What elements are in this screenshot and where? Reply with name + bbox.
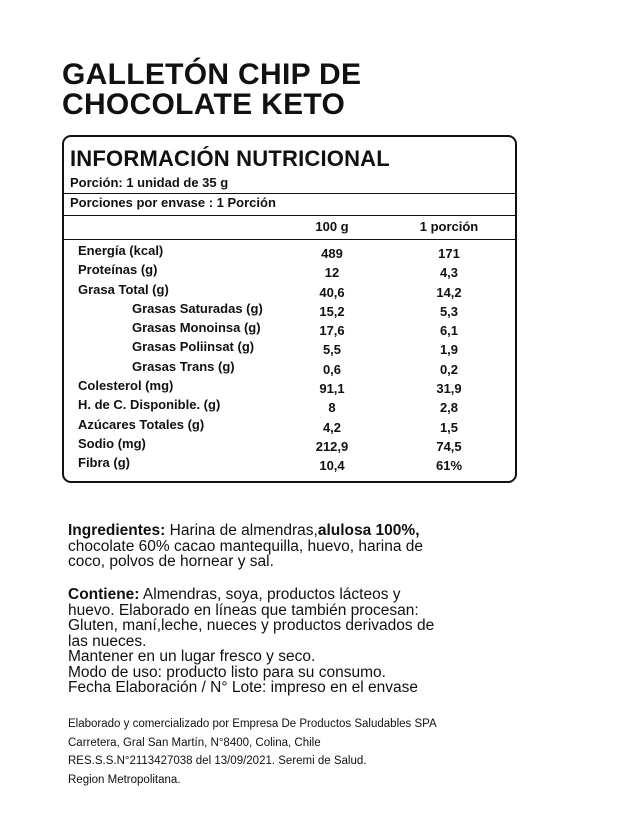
ingredients-text: Harina de almendras,	[165, 522, 318, 539]
nutrient-row-energy	[64, 243, 515, 262]
nutrition-facts-panel	[62, 135, 517, 483]
nutrient-row-total-sugars	[64, 417, 515, 436]
divider	[64, 215, 515, 216]
nutrient-value-portion: 1,5	[439, 419, 459, 435]
nutrient-value-100g: 5,5	[322, 342, 342, 358]
nutrient-label: Proteínas (g)	[78, 262, 158, 278]
nutrient-label: Grasas Poliinsat (g)	[132, 339, 255, 355]
allergens-text: Almendras, soya, productos lácteos y	[139, 586, 401, 603]
manufacturer-info	[68, 715, 588, 789]
product-title	[62, 60, 502, 120]
ingredients-line-1	[68, 523, 558, 539]
column-header-portion: 1 porción	[419, 219, 479, 234]
nutrient-row-trans-fat	[64, 359, 515, 378]
allergens-line-3: Gluten, maní,leche, nueces y productos derivados de	[68, 617, 435, 634]
nutrient-value-portion: 0,2	[439, 361, 459, 377]
allergens-line-4: las nueces.	[68, 632, 147, 650]
nutrient-row-sodium	[64, 436, 515, 455]
nutrient-row-fiber	[64, 455, 515, 474]
storage-instructions: Mantener en un lugar fresco y seco.	[68, 648, 316, 665]
nutrient-row-total-fat	[64, 282, 515, 301]
nutrient-value-100g: 15,2	[319, 303, 345, 319]
ingredients-line-3: coco, polvos de hornear y sal.	[68, 553, 274, 570]
ingredients-label: Ingredientes:	[68, 522, 166, 539]
nutrient-value-100g: 4,2	[322, 419, 342, 435]
nutrient-value-100g: 10,4	[319, 458, 345, 474]
nutrient-value-100g: 212,9	[315, 438, 349, 454]
nutrient-value-portion: 1,9	[439, 342, 459, 358]
nutrient-row-monounsaturated-fat	[64, 320, 515, 339]
usage-instructions: Modo de uso: producto listo para su consumo.	[68, 663, 386, 681]
nutrient-row-protein	[64, 262, 515, 281]
serving-size: Porción: 1 unidad de 35 g	[70, 175, 229, 190]
servings-per-container: Porciones por envase : 1 Porción	[70, 195, 276, 210]
divider	[64, 239, 515, 240]
allergens-line-2: huevo. Elaborado en líneas que también procesan:	[68, 601, 419, 619]
nutrient-value-portion: 6,1	[439, 323, 459, 339]
ingredients-bold-text: alulosa 100%,	[317, 522, 420, 539]
nutrient-value-100g: 40,6	[319, 284, 345, 300]
column-header-100g: 100 g	[315, 219, 349, 234]
nutrient-label: Energía (kcal)	[78, 243, 164, 258]
nutrient-row-saturated-fat	[64, 301, 515, 320]
nutrient-value-portion: 61%	[435, 458, 463, 474]
ingredients-paragraph	[68, 523, 558, 570]
ingredients-line-2: chocolate 60% cacao mantequilla, huevo, harina de	[68, 537, 424, 555]
nutrient-value-portion: 5,3	[439, 303, 459, 319]
nutrient-label: Grasas Trans (g)	[132, 358, 235, 374]
nutrient-label: Colesterol (mg)	[78, 378, 174, 394]
nutrient-label: Grasas Monoinsa (g)	[132, 320, 261, 336]
nutrition-heading: INFORMACIÓN NUTRICIONAL	[70, 146, 390, 171]
nutrient-label: Grasa Total (g)	[78, 281, 169, 297]
nutrient-value-100g: 8	[328, 400, 336, 416]
region: Region Metropolitana.	[68, 773, 181, 786]
nutrient-row-cholesterol	[64, 378, 515, 397]
nutrient-value-100g: 91,1	[319, 381, 345, 397]
nutrient-value-100g: 17,6	[319, 323, 345, 339]
nutrient-label: Azúcares Totales (g)	[78, 416, 205, 432]
nutrient-value-portion: 14,2	[436, 284, 462, 300]
nutrient-value-100g: 0,6	[322, 361, 342, 377]
allergens-line-1	[68, 587, 558, 603]
nutrient-value-portion: 171	[438, 246, 460, 261]
product-title-line-1: GALLETÓN CHIP DE	[62, 58, 362, 91]
nutrient-label: Grasas Saturadas (g)	[132, 300, 263, 316]
nutrient-value-portion: 74,5	[436, 438, 462, 454]
divider	[64, 193, 515, 194]
nutrient-value-100g: 489	[321, 246, 343, 261]
nutrient-row-polyunsaturated-fat	[64, 339, 515, 358]
nutrient-rows	[64, 243, 515, 475]
nutrient-value-100g: 12	[324, 265, 340, 281]
nutrient-label: H. de C. Disponible. (g)	[78, 397, 221, 413]
health-resolution: RES.S.S.N°2113427038 del 13/09/2021. Seremi de Salud.	[68, 755, 367, 767]
nutrient-label: Fibra (g)	[78, 455, 130, 471]
nutrient-value-portion: 4,3	[439, 265, 459, 281]
production-date-lot: Fecha Elaboración / N° Lote: impreso en el envase	[68, 679, 418, 696]
allergens-paragraph	[68, 587, 558, 696]
allergens-label: Contiene:	[68, 586, 140, 603]
nutrient-row-available-carbs	[64, 397, 515, 416]
manufacturer-address: Carretera, Gral San Martín, N°8400, Colina, Chile	[68, 736, 321, 749]
nutrient-label: Sodio (mg)	[78, 435, 146, 451]
nutrient-value-portion: 31,9	[436, 381, 462, 397]
product-title-line-2: CHOCOLATE KETO	[62, 88, 346, 121]
manufacturer-line-1: Elaborado y comercializado por Empresa De Productos Saludables SPA	[68, 718, 437, 730]
nutrient-value-portion: 2,8	[439, 400, 459, 416]
